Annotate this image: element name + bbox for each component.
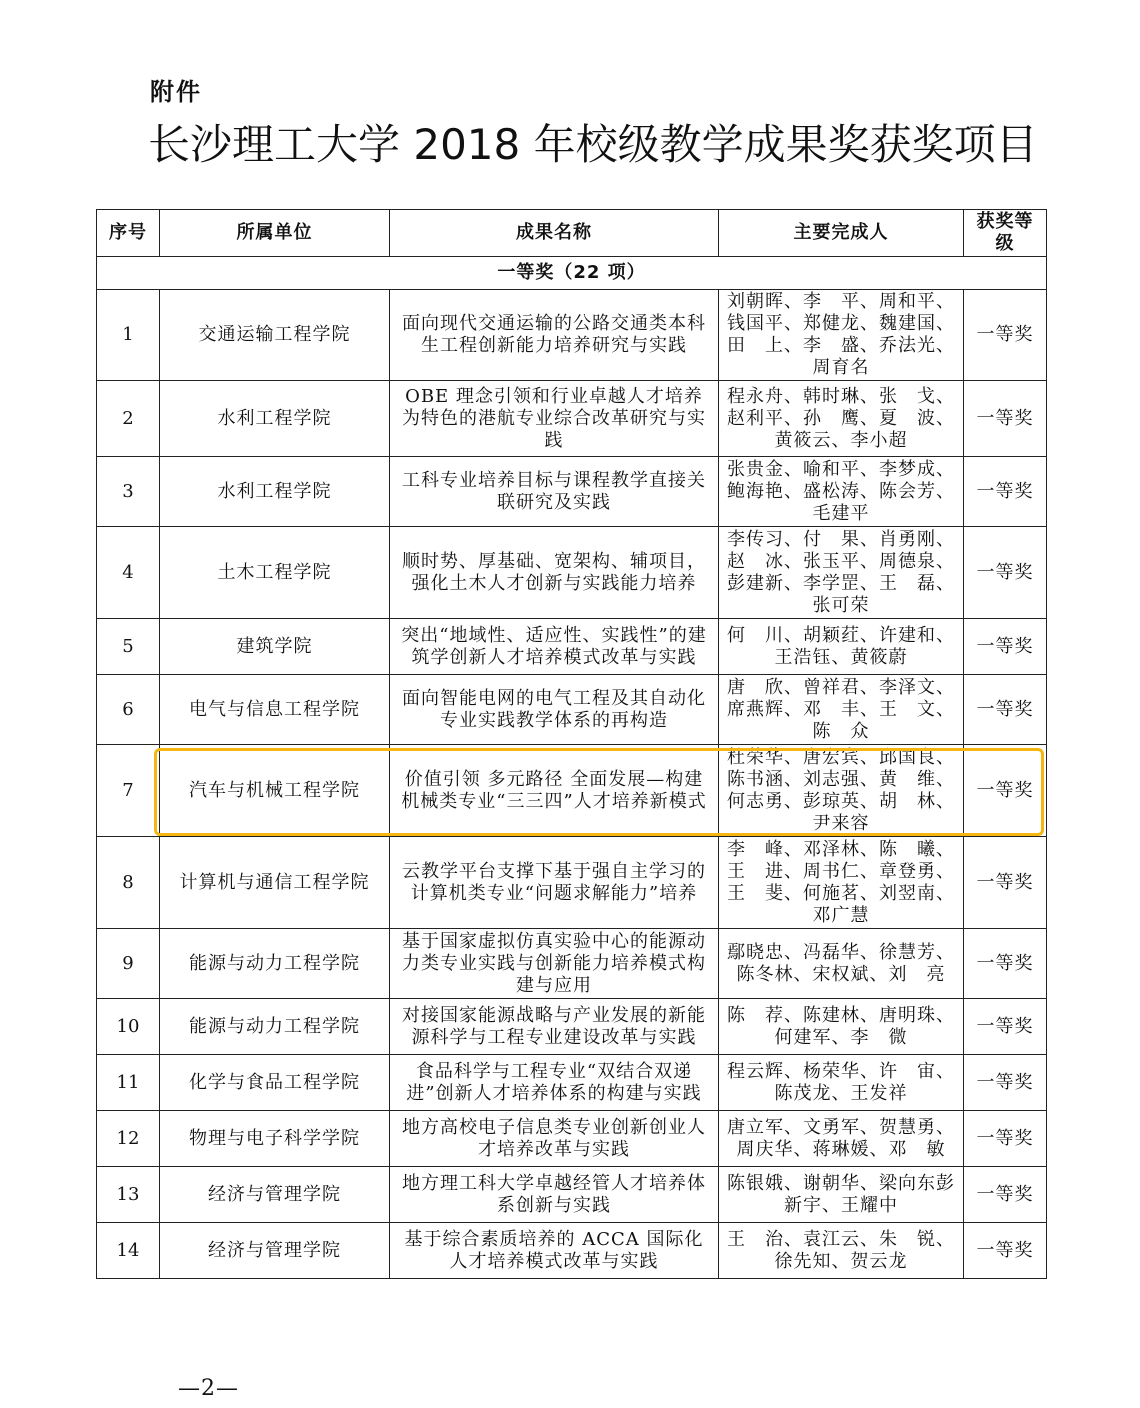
table-row bbox=[97, 619, 1047, 675]
row-index: 10 bbox=[97, 999, 160, 1055]
row-index: 3 bbox=[97, 457, 160, 527]
row-project-name: 基于综合素质培养的 ACCA 国际化人才培养模式改革与实践 bbox=[390, 1223, 719, 1279]
row-department: 物理与电子科学学院 bbox=[160, 1111, 390, 1167]
row-index: 6 bbox=[97, 675, 160, 745]
row-award-level: 一等奖 bbox=[964, 290, 1047, 381]
row-award-level: 一等奖 bbox=[964, 837, 1047, 929]
row-members: 刘朝晖、李 平、周和平、钱国平、郑健龙、魏建国、田 上、李 盛、乔法光、周育名 bbox=[719, 290, 964, 381]
table-row bbox=[97, 290, 1047, 381]
row-members: 程云辉、杨荣华、许 宙、陈茂龙、王发祥 bbox=[719, 1055, 964, 1111]
row-project-name: 对接国家能源战略与产业发展的新能源科学与工程专业建设改革与实践 bbox=[390, 999, 719, 1055]
row-award-level: 一等奖 bbox=[964, 457, 1047, 527]
row-department: 化学与食品工程学院 bbox=[160, 1055, 390, 1111]
row-index: 9 bbox=[97, 929, 160, 999]
document-title: 长沙理工大学 2018 年校级教学成果奖获奖项目 bbox=[148, 120, 1038, 169]
row-award-level: 一等奖 bbox=[964, 381, 1047, 457]
row-index: 12 bbox=[97, 1111, 160, 1167]
header-department: 所属单位 bbox=[160, 210, 390, 257]
row-award-level: 一等奖 bbox=[964, 1055, 1047, 1111]
row-members: 程永舟、韩时琳、张 戈、赵利平、孙 鹰、夏 波、黄筱云、李小超 bbox=[719, 381, 964, 457]
row-members: 鄢晓忠、冯磊华、徐慧芳、陈冬林、宋权斌、刘 亮 bbox=[719, 929, 964, 999]
row-project-name: 工科专业培养目标与课程教学直接关联研究及实践 bbox=[390, 457, 719, 527]
header-project: 成果名称 bbox=[390, 210, 719, 257]
row-department: 建筑学院 bbox=[160, 619, 390, 675]
row-department: 电气与信息工程学院 bbox=[160, 675, 390, 745]
row-award-level: 一等奖 bbox=[964, 675, 1047, 745]
row-index: 11 bbox=[97, 1055, 160, 1111]
row-department: 水利工程学院 bbox=[160, 457, 390, 527]
table-row bbox=[97, 1111, 1047, 1167]
row-project-name: 食品科学与工程专业“双结合双递进”创新人才培养体系的构建与实践 bbox=[390, 1055, 719, 1111]
row-award-level: 一等奖 bbox=[964, 1111, 1047, 1167]
row-members: 李传习、付 果、肖勇刚、赵 冰、张玉平、周德泉、彭建新、李学罡、王 磊、张可荣 bbox=[719, 527, 964, 619]
row-project-name: OBE 理念引领和行业卓越人才培养为特色的港航专业综合改革研究与实践 bbox=[390, 381, 719, 457]
row-project-name: 地方高校电子信息类专业创新创业人才培养改革与实践 bbox=[390, 1111, 719, 1167]
row-project-name: 突出“地域性、适应性、实践性”的建筑学创新人才培养模式改革与实践 bbox=[390, 619, 719, 675]
section-title: 一等奖（22 项） bbox=[97, 257, 1047, 290]
attachment-label: 附件 bbox=[150, 78, 202, 106]
row-index: 8 bbox=[97, 837, 160, 929]
row-award-level: 一等奖 bbox=[964, 745, 1047, 837]
row-project-name: 地方理工科大学卓越经管人才培养体系创新与实践 bbox=[390, 1167, 719, 1223]
table-row bbox=[97, 457, 1047, 527]
row-index: 5 bbox=[97, 619, 160, 675]
row-index: 7 bbox=[97, 745, 160, 837]
row-members: 何 川、胡颖荭、许建和、王浩钰、黄筱蔚 bbox=[719, 619, 964, 675]
row-index: 1 bbox=[97, 290, 160, 381]
table-header-row bbox=[97, 210, 1047, 257]
row-members: 唐 欣、曾祥君、李泽文、席燕辉、邓 丰、王 文、陈 众 bbox=[719, 675, 964, 745]
row-index: 14 bbox=[97, 1223, 160, 1279]
table-row bbox=[97, 999, 1047, 1055]
row-department: 经济与管理学院 bbox=[160, 1223, 390, 1279]
row-project-name: 云教学平台支撑下基于强自主学习的计算机类专业“问题求解能力”培养 bbox=[390, 837, 719, 929]
row-members: 陈 荐、陈建林、唐明珠、何建军、李 微 bbox=[719, 999, 964, 1055]
row-department: 交通运输工程学院 bbox=[160, 290, 390, 381]
section-row bbox=[97, 257, 1047, 290]
row-project-name: 基于国家虚拟仿真实验中心的能源动力类专业实践与创新能力培养模式构建与应用 bbox=[390, 929, 719, 999]
row-department: 汽车与机械工程学院 bbox=[160, 745, 390, 837]
row-department: 能源与动力工程学院 bbox=[160, 999, 390, 1055]
header-members: 主要完成人 bbox=[719, 210, 964, 257]
table-row bbox=[97, 381, 1047, 457]
row-members: 王 治、袁江云、朱 锐、徐先知、贺云龙 bbox=[719, 1223, 964, 1279]
row-award-level: 一等奖 bbox=[964, 527, 1047, 619]
row-members: 张贵金、喻和平、李梦成、鲍海艳、盛松涛、陈会芳、毛建平 bbox=[719, 457, 964, 527]
page-number: —2— bbox=[178, 1376, 239, 1401]
table-row bbox=[97, 929, 1047, 999]
row-index: 13 bbox=[97, 1167, 160, 1223]
table-row bbox=[97, 675, 1047, 745]
row-members: 陈银娥、谢朝华、梁向东彭新宇、王耀中 bbox=[719, 1167, 964, 1223]
awards-table bbox=[96, 209, 1047, 1279]
table-row bbox=[97, 837, 1047, 929]
table-row bbox=[97, 745, 1047, 837]
row-department: 计算机与通信工程学院 bbox=[160, 837, 390, 929]
row-department: 经济与管理学院 bbox=[160, 1167, 390, 1223]
table-row bbox=[97, 527, 1047, 619]
row-project-name: 顺时势、厚基础、宽架构、辅项目，强化土木人才创新与实践能力培养 bbox=[390, 527, 719, 619]
row-members: 唐立军、文勇军、贺慧勇、周庆华、蒋琳媛、邓 敏 bbox=[719, 1111, 964, 1167]
row-project-name: 价值引领 多元路径 全面发展—构建机械类专业“三三四”人才培养新模式 bbox=[390, 745, 719, 837]
row-department: 土木工程学院 bbox=[160, 527, 390, 619]
row-department: 水利工程学院 bbox=[160, 381, 390, 457]
header-index: 序号 bbox=[97, 210, 160, 257]
table-row bbox=[97, 1223, 1047, 1279]
row-project-name: 面向智能电网的电气工程及其自动化专业实践教学体系的再构造 bbox=[390, 675, 719, 745]
row-award-level: 一等奖 bbox=[964, 619, 1047, 675]
row-index: 4 bbox=[97, 527, 160, 619]
row-members: 李 峰、邓泽林、陈 曦、王 进、周书仁、章登勇、王 斐、何施茗、刘翌南、邓广慧 bbox=[719, 837, 964, 929]
row-index: 2 bbox=[97, 381, 160, 457]
header-level: 获奖等级 bbox=[964, 210, 1047, 257]
table-row bbox=[97, 1167, 1047, 1223]
row-project-name: 面向现代交通运输的公路交通类本科生工程创新能力培养研究与实践 bbox=[390, 290, 719, 381]
table-row bbox=[97, 1055, 1047, 1111]
row-award-level: 一等奖 bbox=[964, 1167, 1047, 1223]
row-members: 杜荣华、唐宏宾、邱国良、陈书涵、刘志强、黄 维、何志勇、彭琼英、胡 林、尹来容 bbox=[719, 745, 964, 837]
row-award-level: 一等奖 bbox=[964, 929, 1047, 999]
row-department: 能源与动力工程学院 bbox=[160, 929, 390, 999]
row-award-level: 一等奖 bbox=[964, 999, 1047, 1055]
row-award-level: 一等奖 bbox=[964, 1223, 1047, 1279]
